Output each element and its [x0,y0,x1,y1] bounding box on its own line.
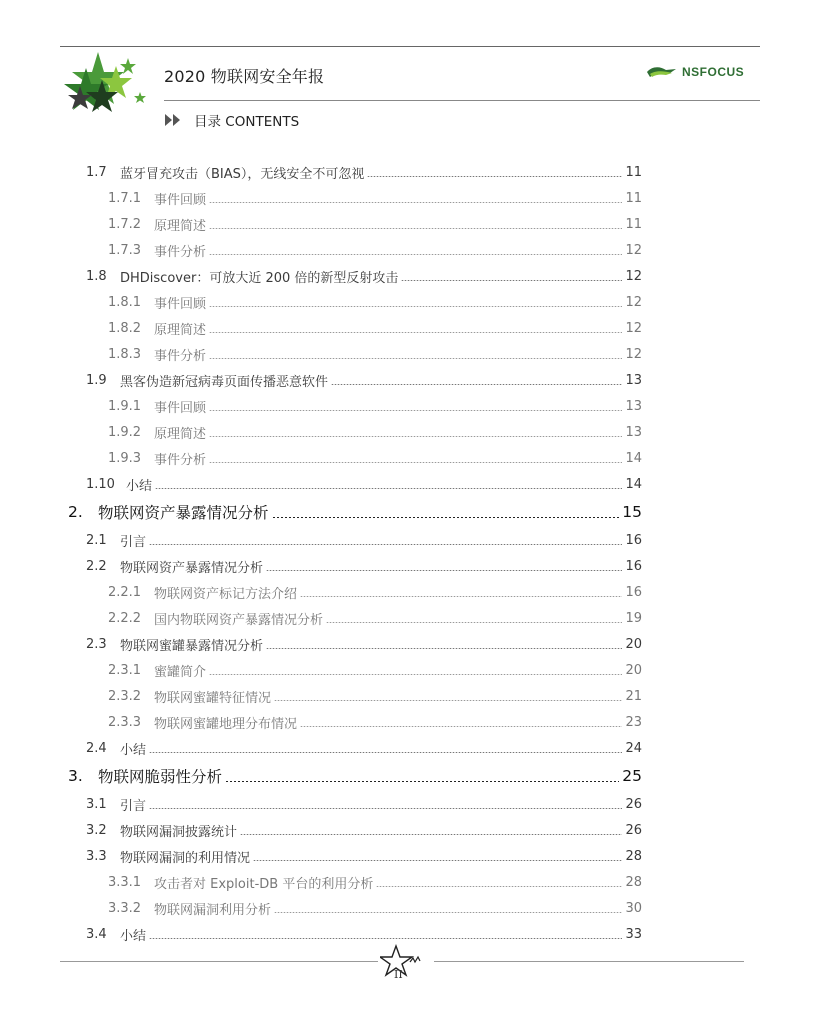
footer-rule-left [60,961,378,962]
toc-entry-title: 物联网资产暴露情况分析 [98,504,269,522]
brand [646,65,744,79]
toc-leader-dots [209,674,622,675]
header-rule [164,100,760,101]
toc-entry-number: 1.9.2 [108,424,142,440]
toc-leader-dots [149,544,622,545]
toc-entry-title: 物联网脆弱性分析 [98,768,223,786]
toc-entry-title: 原理简述 [154,218,207,234]
toc-entry-page: 26 [625,796,642,812]
toc-entry-title: 蜜罐简介 [154,664,207,680]
toc-entry-page: 13 [625,398,642,414]
toc-leader-dots [240,834,622,835]
toc-leader-dots [149,752,622,753]
toc-entry-title: 小结 [126,478,153,494]
toc-entry[interactable] [86,471,642,497]
toc-leader-dots [209,436,622,437]
toc-entry-number: 1.8 [86,268,107,284]
double-chevron-right-icon [164,113,182,127]
toc-entry[interactable] [86,817,642,843]
toc-entry[interactable] [86,367,642,393]
toc-entry-page: 13 [625,424,642,440]
toc-entry[interactable] [86,289,642,315]
toc-entry-page: 20 [625,662,642,678]
page-number: II [394,968,403,981]
toc-entry-page: 14 [625,476,642,492]
toc-leader-dots [209,202,622,203]
toc-entry[interactable] [86,315,642,341]
toc-entry[interactable] [86,869,642,895]
toc-leader-dots [401,280,622,281]
toc-entry-number: 1.9.3 [108,450,142,466]
toc-entry-page: 12 [625,242,642,258]
toc-entry-title: 引言 [120,534,147,550]
toc-entry-page: 23 [625,714,642,730]
toc-entry-title: 攻击者对 Exploit-DB 平台的利用分析 [154,876,374,892]
toc-entry-page: 16 [625,532,642,548]
toc-entry-page: 12 [625,346,642,362]
footer-rule-right [434,961,744,962]
toc-entry-title: 物联网资产暴露情况分析 [120,560,264,576]
toc-leader-dots [209,358,622,359]
toc-entry-page: 15 [622,503,642,521]
toc-entry[interactable] [86,527,642,553]
brand-name: NSFOCUS [682,65,745,79]
toc-entry[interactable] [86,341,642,367]
toc-entry[interactable] [86,735,642,761]
toc-entry[interactable] [86,921,642,947]
toc-leader-dots [367,176,622,177]
toc-entry-number: 2.3.2 [108,688,142,704]
toc-entry-title: 国内物联网资产暴露情况分析 [154,612,324,628]
toc-entry-number: 3.3.1 [108,874,142,890]
green-stars-logo-icon [58,50,158,122]
toc-entry-number: 1.8.2 [108,320,142,336]
toc-leader-dots [225,781,619,782]
toc-entry[interactable] [86,631,642,657]
toc-entry-page: 16 [625,584,642,600]
toc-entry-page: 12 [625,268,642,284]
toc-entry[interactable] [86,895,642,921]
toc-leader-dots [331,384,622,385]
toc-entry-page: 11 [625,190,642,206]
toc-entry-title: 黑客伪造新冠病毒页面传播恶意软件 [120,374,329,390]
toc-entry-title: 物联网漏洞披露统计 [120,824,238,840]
toc-entry-title: 小结 [120,742,147,758]
toc-entry-page: 13 [625,372,642,388]
toc-leader-dots [155,488,622,489]
star-ornament-icon [380,944,430,978]
toc-entry-number: 1.7.2 [108,216,142,232]
toc-entry-number: 2.1 [86,532,107,548]
toc-leader-dots [209,410,622,411]
toc-entry[interactable] [86,843,642,869]
toc-entry-title: 物联网漏洞利用分析 [154,902,272,918]
toc-entry-number: 3.3.2 [108,900,142,916]
toc-entry-title: DHDiscover：可放大近 200 倍的新型反射攻击 [120,270,399,286]
toc-entry-title: 小结 [120,928,147,944]
toc-leader-dots [209,306,622,307]
toc-leader-dots [209,228,622,229]
nsfocus-logo-icon [646,65,680,79]
toc-entry[interactable] [86,211,642,237]
toc-leader-dots [209,332,622,333]
toc-entry-title: 事件回顾 [154,192,207,208]
toc-entry-title: 物联网蜜罐特征情况 [154,690,272,706]
toc-entry-title: 事件分析 [154,244,207,260]
toc-entry[interactable] [86,393,642,419]
toc-entry[interactable] [86,605,642,631]
toc-entry-title: 事件分析 [154,348,207,364]
toc-entry-page: 24 [625,740,642,756]
top-rule [60,46,760,47]
toc-leader-dots [266,570,622,571]
toc-entry-title: 原理简述 [154,426,207,442]
toc-entry[interactable] [86,791,642,817]
toc-entry-title: 引言 [120,798,147,814]
toc-heading-text: 目录 CONTENTS [194,114,300,130]
toc-entry-page: 25 [622,767,642,785]
toc-entry-page: 26 [625,822,642,838]
toc-entry-page: 14 [625,450,642,466]
toc-entry-title: 物联网资产标记方法介绍 [154,586,298,602]
toc-entry[interactable] [86,657,642,683]
toc-leader-dots [274,700,622,701]
toc-entry-number: 3. [68,767,83,785]
report-title: 2020 物联网安全年报 [164,67,325,86]
toc-entry-number: 1.8.3 [108,346,142,362]
toc-entry-number: 1.7.3 [108,242,142,258]
toc-entry-title: 原理简述 [154,322,207,338]
toc-leader-dots [274,912,622,913]
toc-entry-title: 事件分析 [154,452,207,468]
toc-leader-dots [149,938,622,939]
toc-entry-number: 2. [68,503,83,521]
toc-list [68,159,642,947]
toc-entry[interactable] [86,579,642,605]
toc-leader-dots [209,462,622,463]
toc-entry[interactable] [86,263,642,289]
toc-entry-page: 11 [625,216,642,232]
toc-entry-page: 28 [625,848,642,864]
toc-entry-page: 16 [625,558,642,574]
toc-entry[interactable] [68,761,642,791]
toc-entry[interactable] [86,709,642,735]
toc-entry-number: 2.3.3 [108,714,142,730]
toc-leader-dots [253,860,622,861]
toc-leader-dots [300,596,622,597]
toc-entry[interactable] [86,683,642,709]
toc-entry-number: 2.4 [86,740,107,756]
toc-entry[interactable] [86,237,642,263]
toc-entry[interactable] [86,553,642,579]
toc-entry-number: 3.2 [86,822,107,838]
toc-entry-title: 物联网蜜罐暴露情况分析 [120,638,264,654]
toc-entry-number: 2.3.1 [108,662,142,678]
toc-entry-page: 11 [625,164,642,180]
toc-entry-number: 1.7.1 [108,190,142,206]
toc-entry-number: 3.4 [86,926,107,942]
toc-entry-title: 事件回顾 [154,400,207,416]
toc-entry-number: 2.3 [86,636,107,652]
toc-entry-page: 12 [625,320,642,336]
toc-entry-title: 物联网漏洞的利用情况 [120,850,251,866]
toc-leader-dots [326,622,622,623]
toc-entry[interactable] [86,159,642,185]
toc-entry[interactable] [86,445,642,471]
toc-entry-number: 3.1 [86,796,107,812]
toc-leader-dots [209,254,622,255]
toc-entry-title: 蓝牙冒充攻击（BIAS），无线安全不可忽视 [120,166,365,182]
toc-entry-number: 1.9.1 [108,398,142,414]
toc-leader-dots [149,808,622,809]
toc-entry-number: 1.9 [86,372,107,388]
toc-entry[interactable] [86,185,642,211]
toc-entry-page: 28 [625,874,642,890]
toc-leader-dots [272,517,620,518]
toc-entry[interactable] [68,497,642,527]
toc-heading [164,110,299,130]
toc-entry-title: 事件回顾 [154,296,207,312]
toc-entry-number: 2.2.1 [108,584,142,600]
toc-entry-number: 1.10 [86,476,115,492]
toc-leader-dots [266,648,622,649]
toc-entry-number: 1.7 [86,164,107,180]
toc-entry-number: 2.2 [86,558,107,574]
toc-entry-page: 33 [625,926,642,942]
toc-entry-page: 20 [625,636,642,652]
toc-leader-dots [376,886,622,887]
toc-entry-number: 2.2.2 [108,610,142,626]
toc-entry-number: 1.8.1 [108,294,142,310]
toc-entry-page: 21 [625,688,642,704]
toc-entry-title: 物联网蜜罐地理分布情况 [154,716,298,732]
toc-entry-page: 19 [625,610,642,626]
toc-entry-number: 3.3 [86,848,107,864]
toc-leader-dots [300,726,622,727]
toc-entry-page: 30 [625,900,642,916]
toc-entry[interactable] [86,419,642,445]
toc-entry-page: 12 [625,294,642,310]
